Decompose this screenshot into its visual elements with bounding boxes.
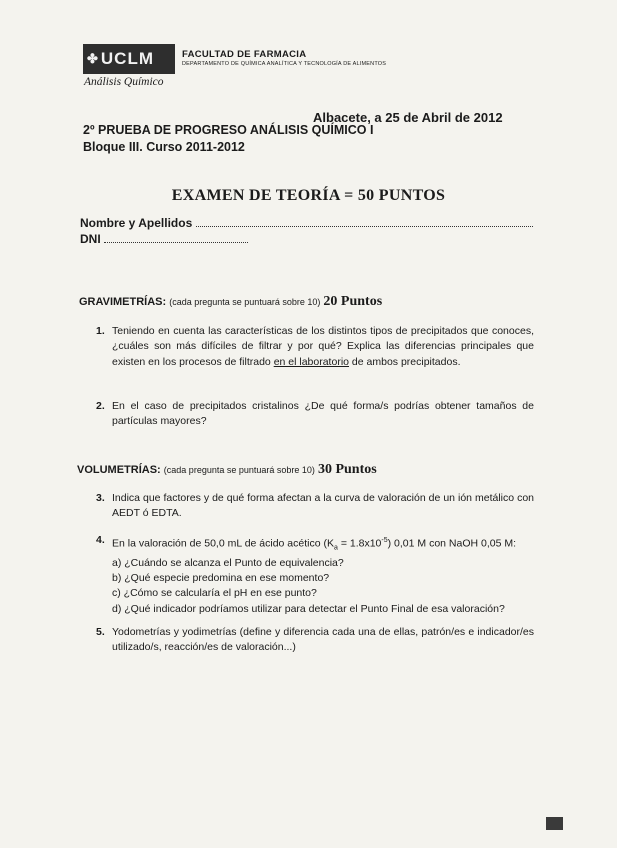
- question-number: 4.: [96, 534, 105, 546]
- question-text-underlined: en el laboratorio: [273, 355, 349, 368]
- question-text-part: En la valoración de 50,0 mL de ácido acético (K: [112, 537, 334, 550]
- dni-label: DNI: [80, 232, 101, 246]
- question-text: En el caso de precipitados cristalinos ¿De qué forma/s podrías obtener tamaños de partículas mayores?: [112, 400, 534, 428]
- exam-title-line1: 2º PRUEBA DE PROGRESO ANÁLISIS QUÍMICO I: [83, 123, 374, 137]
- section-volumetrias-header: [77, 462, 377, 478]
- exam-title-line2: Bloque III. Curso 2011-2012: [83, 140, 245, 154]
- department-name: DEPARTAMENTO DE QUÍMICA ANALÍTICA Y TECNOLOGÍA DE ALIMENTOS: [182, 61, 387, 67]
- question-text-part: = 1.8x10: [337, 537, 382, 550]
- question-number: 1.: [96, 325, 105, 337]
- question-5: [96, 625, 534, 656]
- question-1: [96, 324, 534, 370]
- faculty-name: FACULTAD DE FARMACIA: [182, 49, 307, 60]
- question-text-part: de ambos precipitados.: [349, 355, 461, 368]
- name-field[interactable]: [80, 216, 533, 230]
- section-points: 20 Puntos: [323, 294, 383, 309]
- question-text-part: Teniendo en cuenta las características de los distintos tipos de precipitados que conoces, ¿cuáles son más difíciles de filtrar y por qué? Explica las diferencias principales que existen en los procesos de filtrado: [112, 325, 534, 368]
- dni-blank-line[interactable]: [104, 232, 248, 243]
- question-superscript: -5: [381, 537, 388, 544]
- exam-heading: EXAMEN DE TEORÍA = 50 PUNTOS: [171, 187, 446, 204]
- sub-item: a) ¿Cuándo se alcanza el Punto de equivalencia?: [112, 556, 344, 569]
- question-text: [112, 533, 534, 556]
- logo-subtitle: Análisis Químico: [84, 76, 164, 88]
- question-3: [96, 491, 534, 522]
- question-text: [112, 324, 534, 370]
- question-text-part: ) 0,01 M con NaOH 0,05 M:: [387, 537, 517, 550]
- question-sub-items: [112, 556, 534, 617]
- section-points: 30 Puntos: [317, 462, 377, 477]
- sub-item: d) ¿Qué indicador podríamos utilizar para detectar el Punto Final de esa valoración?: [112, 602, 505, 615]
- university-logo: [83, 44, 175, 74]
- dni-field[interactable]: [80, 232, 248, 246]
- question-4: [96, 533, 534, 617]
- question-number: 2.: [96, 400, 105, 412]
- sub-item: b) ¿Qué especie predomina en ese momento?: [112, 572, 330, 585]
- question-text: Yodometrías y yodimetrías (define y diferencia cada una de ellas, patrón/es e indicador/es utilizado/s, reacción/es de valoración...): [112, 626, 534, 654]
- section-note: (cada pregunta se puntuará sobre 10): [163, 465, 315, 475]
- question-2: [96, 399, 534, 430]
- question-number: 5.: [96, 626, 105, 638]
- question-text: Indica que factores y de qué forma afectan a la curva de valoración de un ión metálico con AEDT ó EDTA.: [112, 492, 534, 520]
- section-note: (cada pregunta se puntuará sobre 10): [169, 297, 321, 307]
- logo-text: UCLM: [100, 49, 155, 68]
- sub-item: c) ¿Cómo se calcularía el pH en ese punto?: [112, 587, 317, 600]
- section-name: GRAVIMETRÍAS:: [79, 296, 167, 308]
- date-line: Albacete, a 25 de Abril de 2012: [313, 110, 503, 125]
- scan-mark: [546, 817, 563, 830]
- logo-mark-icon: ✤: [87, 51, 99, 66]
- section-name: VOLUMETRÍAS:: [77, 464, 161, 476]
- question-number: 3.: [96, 492, 105, 504]
- name-blank-line[interactable]: [196, 216, 533, 227]
- question-subscript: a: [334, 544, 338, 552]
- name-label: Nombre y Apellidos: [80, 216, 193, 230]
- section-gravimetrias-header: [79, 294, 382, 310]
